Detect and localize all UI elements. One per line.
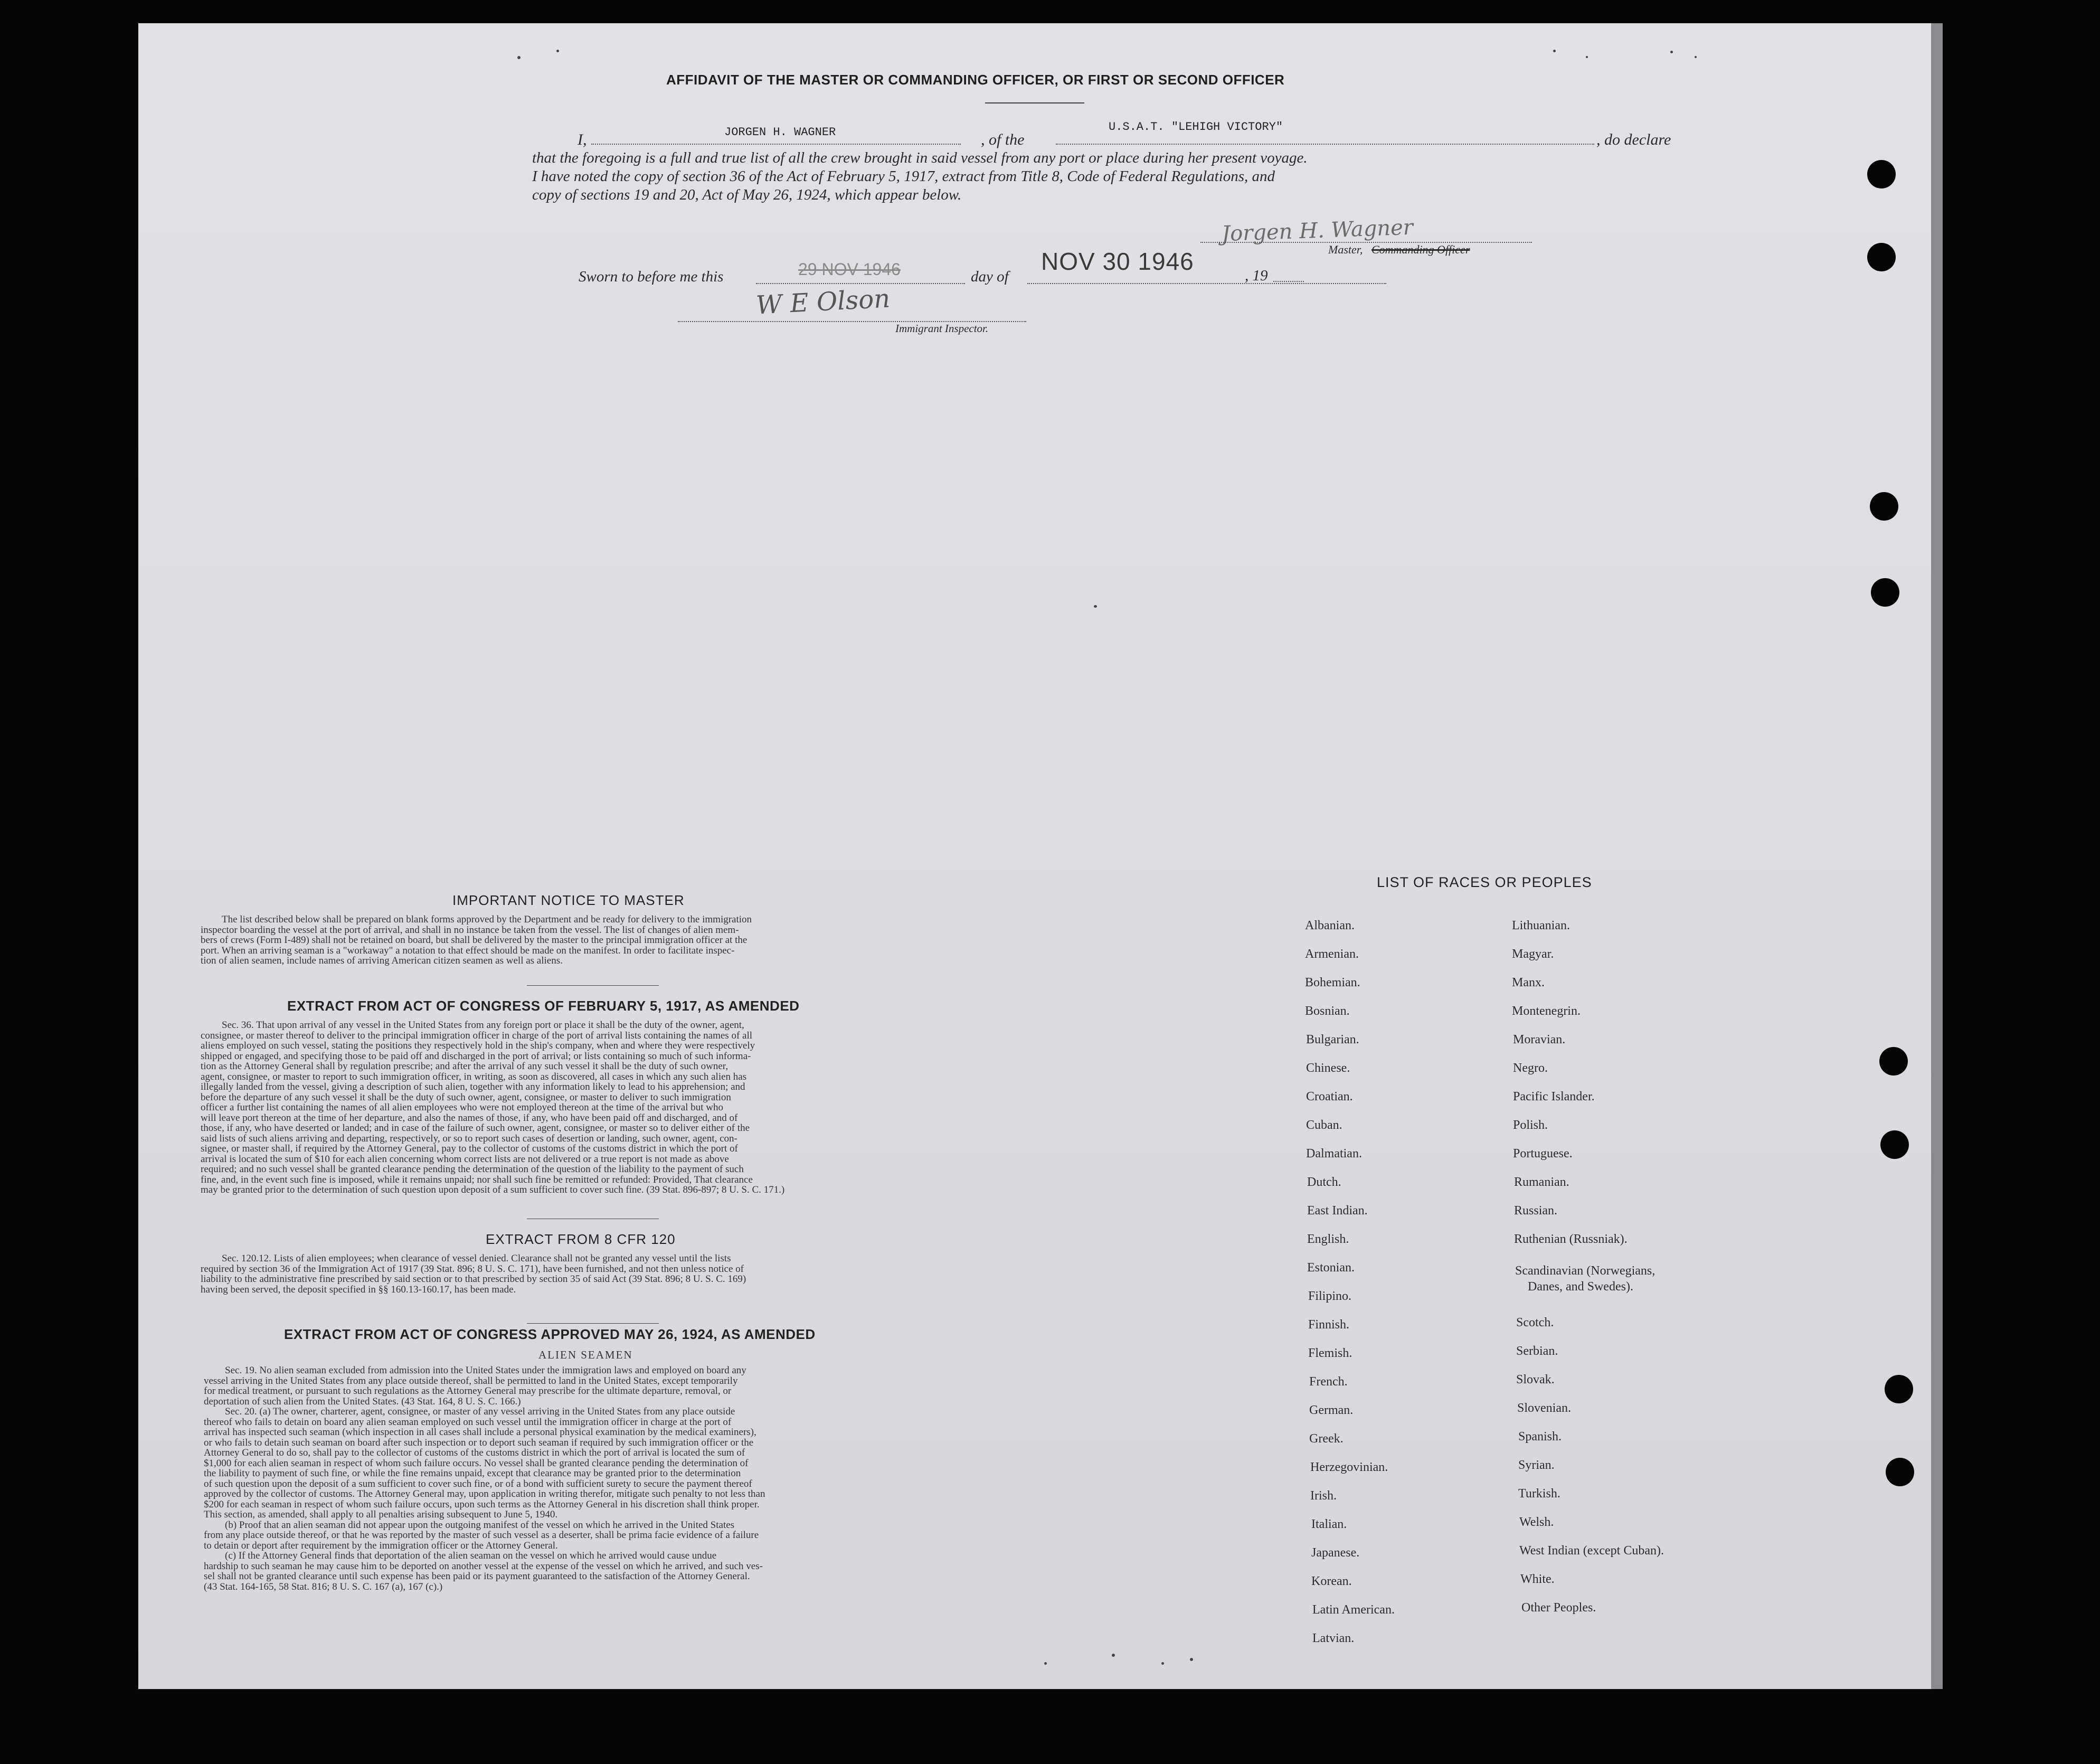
extract-1924-line: Sec. 20. (a) The owner, charterer, agent, consignee, or master of any vessel arriving in the United States from any place outside [225, 1406, 735, 1417]
affidavit-text-line-2: that the foregoing is a full and true list of all the crew brought in said vessel from any port or place during her present voyage. [532, 149, 1308, 166]
extract-1924-line: or who fails to detain such seaman on board after such inspection or to deport such seaman if required by such immigration officer or the [204, 1437, 754, 1448]
race-item: Irish. [1310, 1489, 1337, 1503]
race-item: French. [1309, 1375, 1348, 1389]
extract-1917-title: EXTRACT FROM ACT OF CONGRESS OF FEBRUARY 5, 1917, AS AMENDED [287, 998, 800, 1014]
extract-cfr-line: having been served, the deposit specified in §§ 160.13-160.17, has been made. [201, 1284, 516, 1295]
extract-1924-title: EXTRACT FROM ACT OF CONGRESS APPROVED MAY 26, 1924, AS AMENDED [284, 1326, 816, 1342]
inspector-signature: W E Olson [755, 284, 891, 320]
extract-1924-line: vessel arriving in the United States from any place outside thereof, shall be permitted to land in the United States, except temporarily [204, 1375, 738, 1386]
section-divider [527, 985, 659, 986]
extract-cfr-line: Sec. 120.12. Lists of alien employees; when clearance of vessel denied. Clearance shall not be granted any vessel until the lists [222, 1253, 731, 1264]
race-item: Welsh. [1519, 1515, 1554, 1529]
race-item: White. [1520, 1572, 1555, 1586]
extract-1917-line: aliens employed on such vessel, stating the positions they respectively hold in the ship's company, when and where they were respectively [201, 1040, 755, 1051]
extract-1924-line: for medical treatment, or pursuant to such regulations as the Attorney General may prescribe for the ultimate departure, removal, or [204, 1385, 732, 1397]
document-page [138, 23, 1931, 1689]
race-item: Japanese. [1311, 1546, 1360, 1560]
race-item: Polish. [1513, 1118, 1548, 1132]
extract-1924-line: of such question upon the deposit of a sum sufficient to cover such fine, or of a bond with sufficient surety to secure the payment thereof [204, 1478, 752, 1489]
extract-1917-line: those, if any, who have deserted or landed; and in case of the failure of such owner, agent, consignee, or master so to deliver either of the [201, 1122, 750, 1134]
extract-1917-line: before the departure of any such vessel it shall be the duty of such owner, agent, consignee, or master to deliver to such immigration [201, 1091, 731, 1103]
race-item: German. [1309, 1403, 1354, 1417]
race-item: Armenian. [1305, 947, 1359, 961]
race-item: Dalmatian. [1306, 1147, 1362, 1161]
struck-date-stamp: 29 NOV 1946 [798, 260, 901, 279]
binder-hole [1885, 1375, 1913, 1403]
race-item: Greek. [1309, 1432, 1344, 1446]
extract-1917-line: said lists of such aliens arriving and departing, respectively, or so to report such cases of desertion or landing, such owner, agent, con- [201, 1133, 737, 1144]
binder-hole [1880, 1130, 1909, 1159]
race-item: Herzegovinian. [1310, 1460, 1388, 1474]
notice-line: port. When an arriving seaman is a "workaway" a notation to that effect should be made on the manifest. In order to facilitate inspec- [201, 945, 735, 956]
master-label: Master, [1328, 243, 1363, 256]
scan-speck [1695, 56, 1697, 58]
race-item: Latvian. [1312, 1631, 1355, 1645]
scan-speck [1670, 51, 1673, 53]
extract-1924-line: from any place outside thereof, or that he was reported by the master of such vessel as a deserter, shall be prima facie evidence of a failure [204, 1530, 759, 1541]
race-item: Manx. [1512, 976, 1545, 989]
race-item: Slovenian. [1517, 1401, 1571, 1415]
officer-name-line [591, 143, 961, 145]
sworn-day-line [756, 282, 965, 284]
notice-body [201, 914, 1045, 966]
extract-1924-line: Attorney General to do so, shall pay to the collector of customs of the customs district in which the port of arrival is located the sum of [204, 1447, 745, 1458]
extract-1924-subtitle: ALIEN SEAMEN [538, 1348, 633, 1361]
scan-speck [1044, 1662, 1047, 1665]
year-label: , 19 [1245, 267, 1268, 284]
extract-1924-line: (c) If the Attorney General finds that deportation of the alien seaman on the vessel on which he arrived would cause undue [225, 1550, 717, 1561]
year-line [1273, 280, 1304, 282]
extract-1917-line: Sec. 36. That upon arrival of any vessel in the United States from any foreign port or place it shall be the duty of the owner, agent, [222, 1020, 744, 1031]
extract-1917-body [201, 1020, 1051, 1195]
binder-hole [1867, 243, 1896, 271]
master-signature-line [1200, 241, 1532, 243]
affidavit-text-line-4: copy of sections 19 and 20, Act of May 26, 1924, which appear below. [532, 186, 962, 203]
extract-cfr-title: EXTRACT FROM 8 CFR 120 [486, 1231, 676, 1247]
race-item: East Indian. [1307, 1204, 1368, 1218]
sworn-label: Sworn to before me this [579, 268, 724, 285]
master-struck-label: Commanding Officer [1371, 243, 1470, 256]
master-signature: Jorgen H. Wagner [1221, 215, 1414, 247]
race-item: Scandinavian (Norwegians, [1515, 1264, 1656, 1278]
extract-cfr-line: required by section 36 of the Immigration Act of 1917 (39 Stat. 896; 8 U. S. C. 171), have been furnished, and not then unless notice of [201, 1263, 744, 1275]
binder-hole [1871, 578, 1899, 607]
extract-1924-line: approved by the collector of customs. The Attorney General may, upon application in writing therefor, mitigate such penalty to not less than [204, 1488, 765, 1499]
extract-1924-line: thereof who fails to detain on board any alien seaman employed on such vessel until the immigration officer in charge at the port of [204, 1416, 732, 1428]
race-item: Scotch. [1516, 1316, 1554, 1329]
page-edge-strip [1931, 23, 1943, 1689]
extract-1917-line: fine, and, in the event such fine is imposed, while it remains unpaid; nor shall such fine be remitted or refunded: Provided, That clearance [201, 1174, 753, 1185]
extract-1917-line: shipped or engaged, and specifying those to be paid off and discharged in the port of arrival; or lists containing so much of such informa- [201, 1050, 751, 1062]
race-item: Italian. [1311, 1517, 1347, 1531]
extract-1924-line: hardship to such seaman he may cause him to be deported on another vessel at the expense of the vessel on which he arrived, and such ves- [204, 1560, 763, 1572]
race-item: Finnish. [1308, 1318, 1350, 1332]
scan-speck [1553, 50, 1556, 52]
inspector-label: Immigrant Inspector. [895, 322, 989, 335]
extract-1924-line: deportation of such alien from the United States. (43 Stat. 164, 8 U. S. C. 166.) [204, 1395, 521, 1407]
race-item: Korean. [1311, 1574, 1352, 1588]
vessel-name-line [1056, 143, 1594, 145]
binder-hole [1886, 1458, 1914, 1486]
vessel-name: U.S.A.T. "LEHIGH VICTORY" [1109, 120, 1283, 134]
notice-line: The list described below shall be prepared on blank forms approved by the Department and be ready for delivery to the immigration [222, 914, 752, 925]
race-item: Ruthenian (Russniak). [1514, 1232, 1628, 1246]
race-item: Serbian. [1516, 1344, 1558, 1358]
extract-1917-line: agent, consignee, or master to report to such immigration officer, in writing, as soon as discovered, all cases in which any such alien has [201, 1071, 747, 1082]
race-item: Lithuanian. [1512, 919, 1570, 932]
race-item: Dutch. [1307, 1175, 1341, 1189]
binder-hole [1879, 1047, 1908, 1076]
race-item: Russian. [1514, 1204, 1558, 1218]
race-item: Other Peoples. [1521, 1601, 1596, 1615]
date-stamp: NOV 30 1946 [1041, 248, 1194, 275]
race-item: Rumanian. [1514, 1175, 1569, 1189]
extract-1917-line: will leave port thereon at the time of her departure, and also the names of those, if any, who have been paid off and discharged, and of [201, 1112, 738, 1124]
binder-hole [1867, 160, 1896, 188]
race-item: Spanish. [1518, 1430, 1562, 1444]
extract-1924-line: (b) Proof that an alien seaman did not appear upon the outgoing manifest of the vessel on which he arrived in the United States [225, 1519, 735, 1531]
race-item: Cuban. [1306, 1118, 1342, 1132]
races-title: LIST OF RACES OR PEOPLES [1377, 874, 1592, 890]
race-item: Flemish. [1308, 1346, 1352, 1360]
race-item: Slovak. [1516, 1373, 1555, 1386]
extract-cfr-body [201, 1253, 1051, 1295]
extract-1924-line: (43 Stat. 164-165, 58 Stat. 816; 8 U. S. C. 167 (a), 167 (c).) [204, 1581, 443, 1592]
extract-1917-line: consignee, or master thereof to deliver to the principal immigration officer in charge of the port of arrival lists containing the names of all [201, 1030, 753, 1041]
extract-1924-line: to detain or deport after requirement by the immigration officer or the Attorney General. [204, 1540, 558, 1551]
scan-speck [1586, 56, 1588, 58]
of-the-label: , of the [981, 131, 1025, 148]
race-item: Turkish. [1518, 1487, 1560, 1501]
affidavit-text-line-3: I have noted the copy of section 36 of the Act of February 5, 1917, extract from Title 8, Code of Federal Regulations, and [532, 168, 1275, 185]
notice-line: bers of crews (Form I-489) shall not be retained on board, but shall be delivered by the master to the principal immigration officer at the [201, 935, 748, 946]
race-item: Chinese. [1306, 1061, 1350, 1075]
extract-1917-line: illegally landed from the vessel, giving a description of such alien, together with any information likely to lead to his apprehension; and [201, 1081, 745, 1092]
extract-1917-line: signee, or master shall, if required by the Attorney General, pay to the collector of customs of the customs district in which the port of [201, 1143, 738, 1154]
race-item: Albanian. [1305, 919, 1355, 932]
race-item: Portuguese. [1513, 1147, 1573, 1161]
do-declare-label: , do declare [1596, 131, 1671, 148]
affidavit-title: AFFIDAVIT OF THE MASTER OR COMMANDING OFFICER, OR FIRST OR SECOND OFFICER [666, 72, 1285, 88]
race-item: Bulgarian. [1306, 1033, 1359, 1046]
race-item: Pacific Islander. [1513, 1090, 1595, 1103]
extract-1924-line: arrival has inspected such seaman (which inspection in all cases shall include a personal physical examination by the medical examiners), [204, 1427, 756, 1438]
day-of-label: day of [971, 268, 1009, 285]
race-item: Moravian. [1513, 1033, 1566, 1046]
race-item: Bosnian. [1305, 1004, 1350, 1018]
race-item: Croatian. [1306, 1090, 1353, 1103]
extract-1924-line: the liability to payment of such fine, or while the fine remains unpaid, except that clearance may be granted prior to the determination [204, 1468, 741, 1479]
extract-cfr-line: liability to the administrative fine prescribed by said section or to that prescribed by section 35 of said Act (39 Stat. 896; 8 U. S. C. 169) [201, 1274, 746, 1285]
notice-line: inspector boarding the vessel at the port of arrival, and shall in no instance be taken from the vessel. The list of changes of alien mem- [201, 924, 739, 936]
officer-name: JORGEN H. WAGNER [724, 126, 836, 139]
extract-1924-line: $1,000 for each alien seaman in respect of whom such failure occurs. No vessel shall be granted clearance pending the determination of [204, 1457, 749, 1469]
binder-hole [1870, 492, 1898, 521]
extract-1917-line: officer a further list containing the names of all alien employees who were not employed thereon at the time of the arrival but who [201, 1102, 723, 1113]
race-item: West Indian (except Cuban). [1519, 1544, 1664, 1558]
race-item: English. [1307, 1232, 1349, 1246]
race-item: Negro. [1513, 1061, 1548, 1075]
extract-1924-line: $200 for each seaman in respect of whom such failure occurs, upon such terms as the Attorney General in his discretion shall think proper. [204, 1498, 760, 1510]
scan-speck [1190, 1658, 1193, 1661]
affidavit-i-label: I, [578, 131, 587, 148]
extract-1917-line: tion as the Attorney General shall by regulation prescribe; and after the arrival of any such vessel it shall be the duty of such owner, [201, 1061, 729, 1072]
scan-speck [1112, 1654, 1115, 1657]
extract-1917-line: required; and no such vessel shall be granted clearance pending the determination of the question of the liability to the payment of such [201, 1164, 744, 1175]
race-item: Montenegrin. [1512, 1004, 1581, 1018]
race-item: Bohemian. [1305, 976, 1360, 989]
section-divider [527, 1323, 659, 1324]
scan-speck [556, 50, 559, 52]
race-item: Danes, and Swedes). [1528, 1280, 1633, 1294]
extract-1924-body [204, 1365, 1058, 1592]
race-item: Magyar. [1512, 947, 1554, 961]
extract-1917-line: may be granted prior to the determination of such question upon deposit of a sum sufficient to cover such fine. (39 Stat. 896-897; 8 U. S. C. 171.) [201, 1184, 785, 1195]
race-item: Filipino. [1308, 1289, 1352, 1303]
scan-speck [1094, 605, 1097, 608]
notice-line: tion of alien seamen, include names of arriving American citizen seamen as well as aliens. [201, 955, 563, 966]
scan-speck [1161, 1662, 1164, 1665]
month-line [1027, 282, 1386, 284]
race-item: Latin American. [1312, 1603, 1395, 1617]
race-item: Estonian. [1307, 1261, 1355, 1275]
race-item: Syrian. [1518, 1458, 1555, 1472]
extract-1924-line: Sec. 19. No alien seaman excluded from admission into the United States under the immigration laws and employed on board any [225, 1365, 746, 1376]
title-divider [985, 102, 1084, 103]
extract-1924-line: sel shall not be granted clearance until such expense has been paid or its payment guaranteed to the satisfaction of the Attorney General. [204, 1571, 750, 1582]
scan-speck [517, 56, 521, 59]
notice-title: IMPORTANT NOTICE TO MASTER [452, 892, 685, 908]
extract-1917-line: arrival is located the sum of $10 for each alien concerning whom correct lists are not delivered or a true report is not made as above [201, 1153, 729, 1165]
extract-1924-line: This section, as amended, shall apply to all penalties arising subsequent to June 5, 1940. [204, 1509, 558, 1520]
